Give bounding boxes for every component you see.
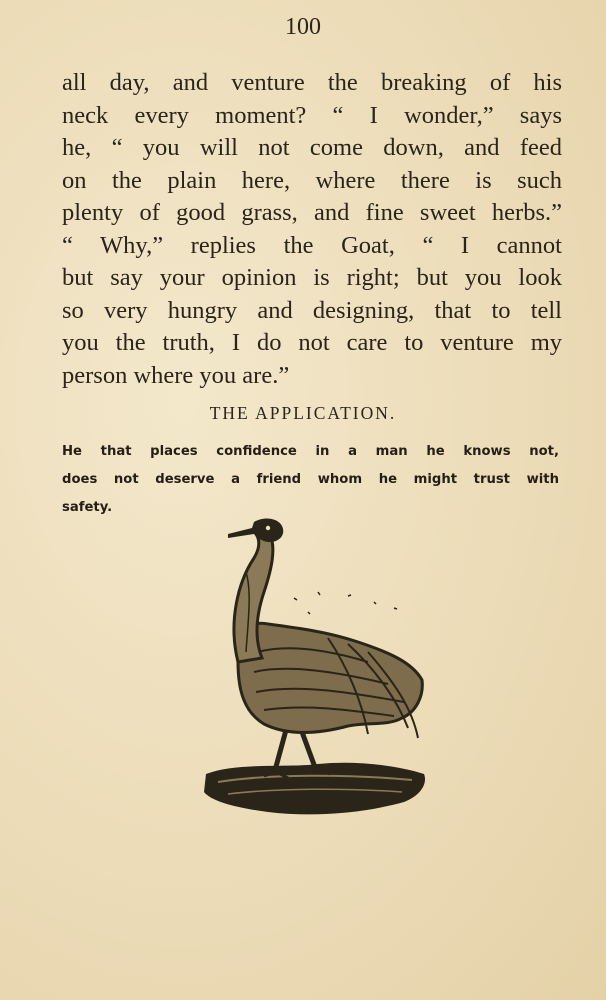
moral-line: safety. [62,500,113,515]
text-line: neck every moment? “ I wonder,” says [62,101,562,129]
fable-text [62,67,562,392]
text-line: so very hungry and designing, that to tell [62,296,562,324]
text-line: all day, and venture the breaking of his [62,69,562,96]
moral-line: does not deserve a friend whom he might trust with [62,472,559,487]
text-line: “ Why,” replies the Goat, “ I cannot [62,231,562,259]
moral-text [62,438,559,522]
text-line: but say your opinion is right; but you look [62,264,562,291]
text-line: plenty of good grass, and fine sweet herbs.” [62,199,562,226]
moral-line: He that places confidence in a man he knows not, [62,444,559,459]
page-number: 100 [285,14,321,40]
woodcut-bird-icon [198,512,430,830]
text-line: on the plain here, where there is such [62,166,562,194]
text-line: person where you are.” [62,361,290,389]
text-line: he, “ you will not come down, and feed [62,134,562,161]
text-line: you the truth, I do not care to venture my [62,329,562,356]
application-heading: THE APPLICATION. [209,403,397,423]
